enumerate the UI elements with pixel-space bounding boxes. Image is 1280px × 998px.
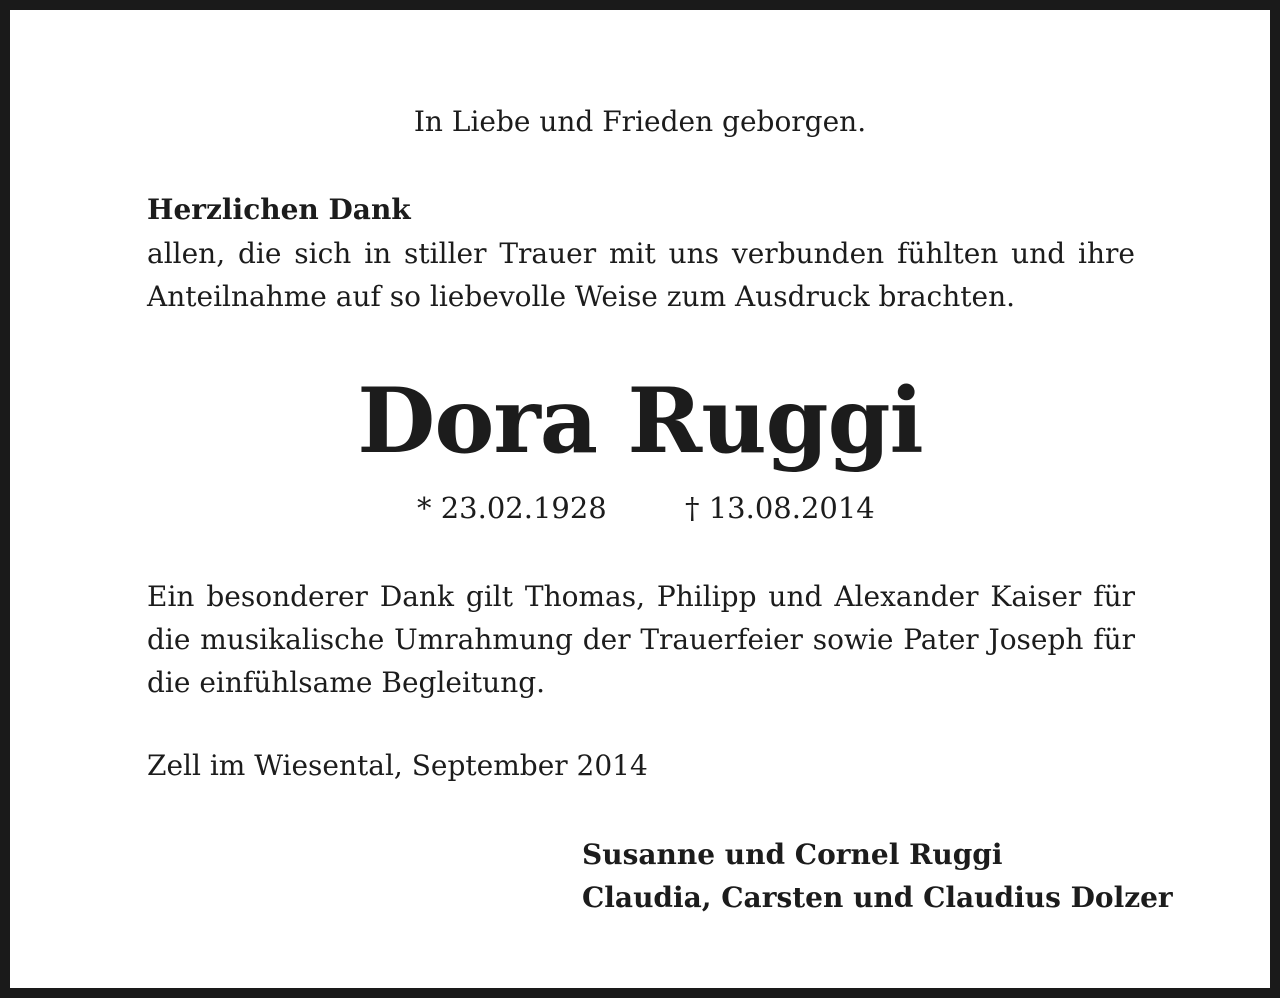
- deceased-name: Dora Ruggi: [357, 368, 923, 474]
- signatories: [582, 833, 1173, 919]
- place-date: Zell im Wiesental, September 2014: [147, 749, 648, 782]
- motto: In Liebe und Frieden geborgen.: [413, 105, 867, 138]
- death-date: † 13.08.2014: [685, 491, 875, 525]
- special-thanks: Ein besonderer Dank gilt Thomas, Philipp und Alexander Kaiser für die musikalische Umrahmung der Trauerfeier sowie Pater Joseph für die einfühlsame Begleitung.: [147, 580, 1135, 699]
- signatory-line: Claudia, Carsten und Claudius Dolzer: [582, 881, 1173, 914]
- birth-date: * 23.02.1928: [417, 491, 607, 525]
- thanks-heading: Herzlichen Dank: [147, 193, 411, 226]
- thanks-body: allen, die sich in stiller Trauer mit uns verbunden fühlten und ihre Anteilnahme auf so liebevolle Weise zum Ausdruck brachten.: [147, 237, 1135, 313]
- signatory-line: Susanne und Cornel Ruggi: [582, 838, 1003, 871]
